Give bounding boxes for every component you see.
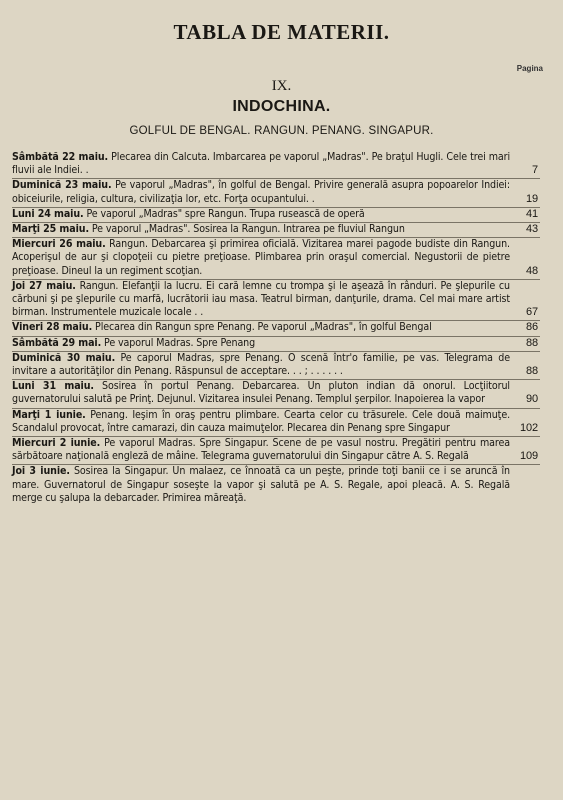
toc-entry xyxy=(12,280,540,322)
toc-entry xyxy=(12,179,540,207)
entry-page-number: 43 xyxy=(525,223,538,236)
entry-text: Sosirea la Singapur. Un malaez, ce înnoată ca un peşte, prinde toţi banii ce i se aruncă în mare. Guvernatorul de Singapur soseşte la vapor şi salută pe A. S. Regale, apoi pleacă. A. S. Regală merge cu şalupa la debarcader. Primirea măreaţă. xyxy=(12,465,510,504)
entry-page-number: 90 xyxy=(525,393,538,406)
chapter-subtitle: GOLFUL DE BENGAL. RANGUN. PENANG. SINGAPUR. xyxy=(129,125,434,137)
entry-page-number: 41 xyxy=(525,207,538,220)
toc-entry xyxy=(12,437,540,465)
page-column-label: Pagina xyxy=(516,64,543,73)
entry-page-number: 48 xyxy=(525,264,538,277)
entry-date: Duminică 23 maiu. xyxy=(12,179,112,192)
entry-date: Joi 3 iunie. xyxy=(12,465,70,478)
entry-text: Pe vaporul Madras. Spre Penang xyxy=(104,336,256,349)
entry-page-number: 88 xyxy=(525,365,538,378)
entry-text: Plecarea din Calcuta. Imbarcarea pe vaporul „Madras". Pe braţul Hugli. Cele trei mari fluvii ale Indiei. . xyxy=(12,151,510,177)
chapter-number: IX. xyxy=(271,78,292,94)
entry-date: Luni 31 maiu. xyxy=(12,380,94,393)
entry-text: Pe vaporul „Madras". Sosirea la Rangun. Intrarea pe fluviul Rangun xyxy=(91,223,405,236)
toc-entry xyxy=(12,151,540,179)
entry-page-number: 102 xyxy=(519,421,538,434)
toc-entry xyxy=(12,321,540,336)
toc-entry xyxy=(12,380,540,408)
entry-page-number: 109 xyxy=(519,450,538,463)
entry-date: Miercuri 26 maiu. xyxy=(12,238,106,251)
entry-text: Sosirea în portul Penang. Debarcarea. Un pluton indian dă onorul. Locţiitorul guvernatorului salută pe Prinţ. Dejunul. Vizitarea insulei Penang. Templul şerpilor. Inapoierea la vapor xyxy=(12,380,510,406)
entry-date: Miercuri 2 iunie. xyxy=(12,437,101,450)
toc-entry xyxy=(12,238,540,280)
chapter-title: INDOCHINA. xyxy=(232,98,331,115)
entry-date: Joi 27 maiu. xyxy=(12,279,76,292)
entry-text: Rangun. Debarcarea şi primirea oficială. Vizitarea marei pagode budiste din Rangun. Acoperişul de aur şi clopoţeii cu pietre preţioase. Plimbarea prin oraşul comercial. Negustorii de pietre preţioase. Dineul la un regiment scoţian. xyxy=(12,238,510,277)
entry-text: Pe vaporul „Madras" spre Rangun. Trupa rusească de operă xyxy=(86,207,365,220)
toc-entry xyxy=(12,352,540,380)
entry-date: Marţi 1 iunie. xyxy=(12,408,86,421)
toc-entry xyxy=(12,409,540,437)
entry-page-number: 7 xyxy=(531,164,538,177)
entry-page-number: 86 xyxy=(525,321,538,334)
contents-list xyxy=(12,151,540,506)
toc-entry xyxy=(12,465,540,506)
entry-text: Penang. Ieşim în oraş pentru plimbare. Cearta celor cu trăsurele. Cele două maimuţe. Scandalul provocat, între camarazi, din cauza maimuţelor. Plecarea din Penang spre Singapur xyxy=(12,408,511,434)
entry-page-number: 19 xyxy=(525,192,538,205)
entry-date: Sâmbătă 29 mai. xyxy=(12,336,102,349)
toc-entry xyxy=(12,337,540,352)
toc-entry xyxy=(12,223,540,238)
page-title: TABLA DE MATERII. xyxy=(173,20,390,44)
entry-date: Duminică 30 maiu. xyxy=(12,351,116,364)
entry-text: Pe caporul Madras, spre Penang. O scenă într'o familie, pe vas. Telegrama de invitare a autorităţilor din Penang. Răspunsul de acceptare. . . ; . . . . . . xyxy=(12,351,510,378)
entry-date: Vineri 28 maiu. xyxy=(12,321,93,334)
entry-text: Pe vaporul „Madras", în golful de Bengal. Privire generală asupra popoarelor Indiei: obiceiurile, religia, cultura, civilizaţia lor, etc. Forţa ocupantului. . xyxy=(12,179,510,205)
entry-date: Luni 24 maiu. xyxy=(12,207,84,220)
entry-page-number: 67 xyxy=(525,306,538,319)
entry-text: Plecarea din Rangun spre Penang. Pe vaporul „Madras", în golful Bengal xyxy=(95,321,432,334)
entry-date: Sâmbătă 22 maiu. xyxy=(12,151,109,163)
entry-page-number: 88 xyxy=(525,336,538,349)
entry-text: Rangun. Elefanţii la lucru. Ei cară lemne cu trompa şi le aşează în rânduri. Pe şlepurile cu cărbuni şi pe şlepurile cu marfă, lucrătorii iau masa. Teatrul birman, danţurile, drama. Cel mai mare artist birman. Instrumentele muzicale locale . . xyxy=(12,279,510,319)
entry-text: Pe vaporul Madras. Spre Singapur. Scene de pe vasul nostru. Pregătiri pentru marea sărbătoare naţională engleză de mâine. Telegrama guvernatorului din Singapur către A. S. Regală xyxy=(12,437,510,463)
entry-date: Marţi 25 maiu. xyxy=(12,223,89,236)
toc-entry xyxy=(12,208,540,223)
